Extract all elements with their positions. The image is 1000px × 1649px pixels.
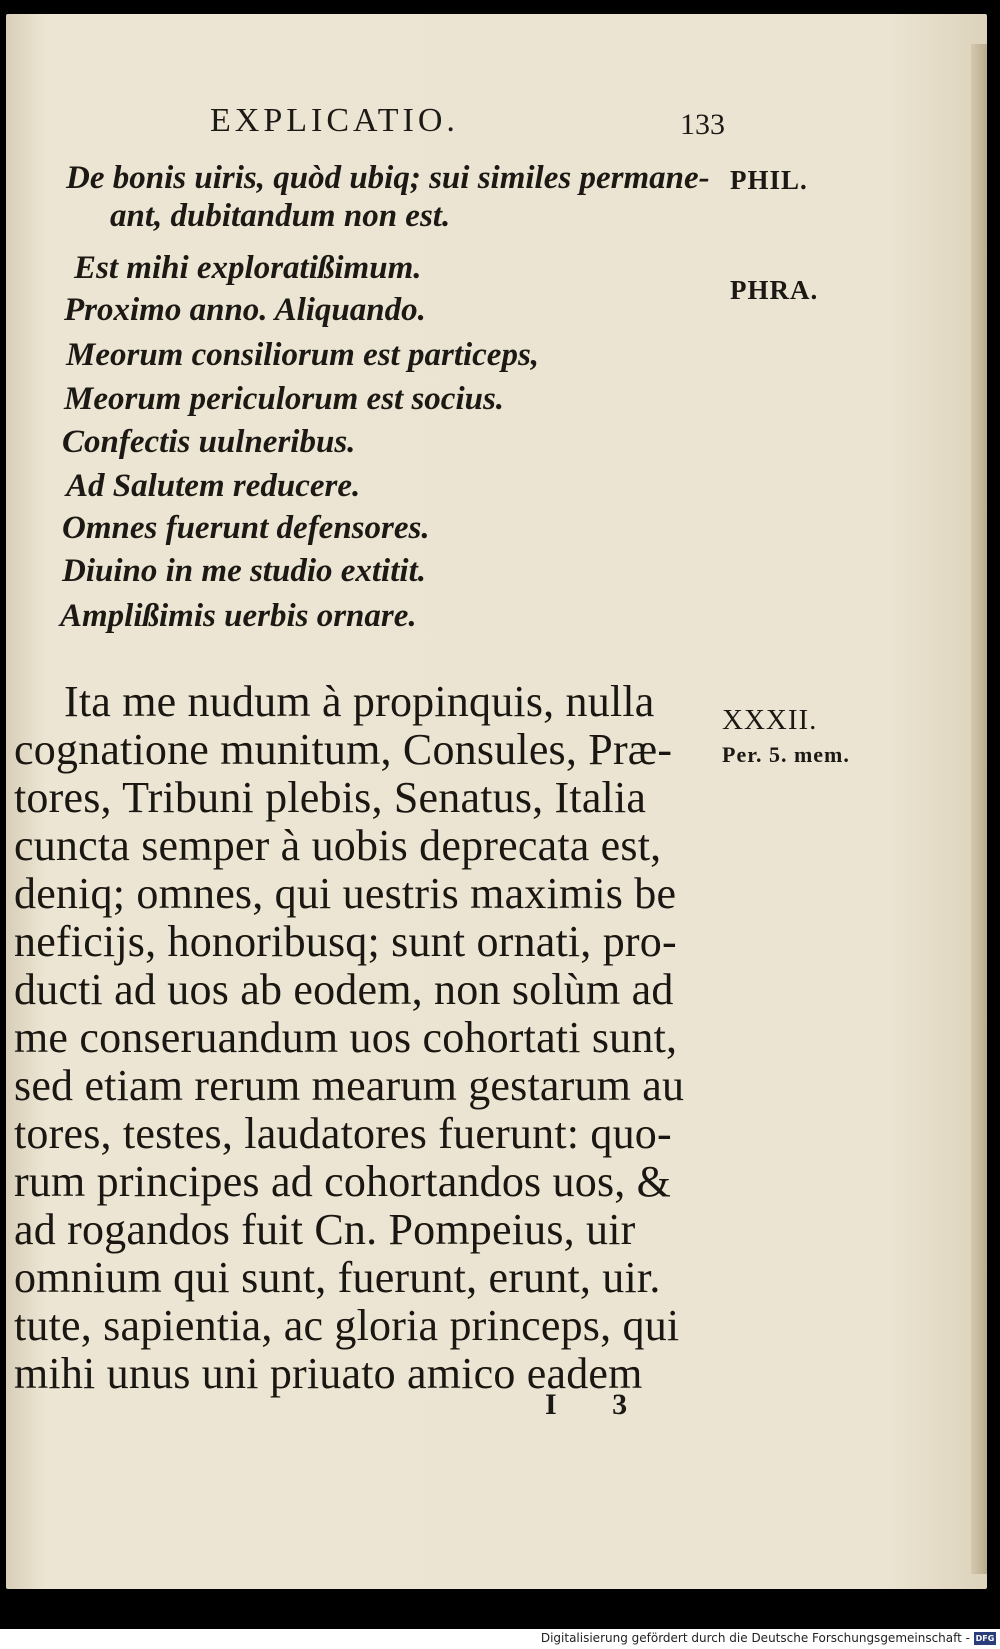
- phrase-line: Diuino in me studio extitit.: [62, 553, 426, 589]
- page-edge: [971, 44, 987, 1574]
- body-line: tores, testes, laudatores fuerunt: quo-: [14, 1109, 672, 1158]
- margin-section-number: XXXII.: [722, 704, 818, 736]
- phrase-line: Amplißimis uerbis ornare.: [60, 598, 417, 634]
- running-header: EXPLICATIO.: [210, 102, 459, 139]
- phrase-line: Confectis uulneribus.: [62, 424, 356, 460]
- footer-credit: Digitalisierung gefördert durch die Deutsche Forschungsgemeinschaft -: [540, 1631, 970, 1645]
- margin-label-phra: PHRA.: [730, 275, 819, 305]
- phrase-line: Meorum periculorum est socius.: [64, 381, 505, 417]
- phrase-line: Proximo anno. Aliquando.: [64, 292, 426, 328]
- body-line: me conseruandum uos cohortati sunt,: [14, 1013, 678, 1062]
- body-line: neficijs, honoribusq; sunt ornati, pro-: [14, 917, 677, 966]
- body-line: cuncta semper à uobis deprecata est,: [14, 821, 662, 870]
- margin-label-phil: PHIL.: [730, 165, 808, 195]
- phrase-line: Ad Salutem reducere.: [66, 468, 361, 504]
- body-line: ad rogandos fuit Cn. Pompeius, uir: [14, 1205, 636, 1254]
- body-line: tores, Tribuni plebis, Senatus, Italia: [14, 773, 647, 822]
- body-line: cognatione munitum, Consules, Præ-: [14, 725, 673, 774]
- body-line: omnium qui sunt, fuerunt, erunt, uir.: [14, 1253, 661, 1302]
- body-line: mihi unus uni priuato amico eadem: [14, 1349, 643, 1398]
- phrase-line: Omnes fuerunt defensores.: [62, 510, 430, 546]
- signature-mark: I 3: [545, 1388, 652, 1421]
- phrase-line: Meorum consiliorum est particeps,: [66, 337, 540, 373]
- body-line: deniq; omnes, qui uestris maximis be: [14, 869, 677, 918]
- phrase-line: De bonis uiris, quòd ubiq; sui similes permane-: [66, 160, 710, 196]
- body-line: tute, sapientia, ac gloria princeps, qui: [14, 1301, 680, 1350]
- page-number: 133: [680, 108, 725, 141]
- dfg-logo: DFG: [975, 1634, 995, 1643]
- margin-reference: Per. 5. mem.: [722, 742, 850, 767]
- footer-bar: [0, 1629, 1000, 1649]
- body-line: sed etiam rerum mearum gestarum au: [14, 1061, 685, 1110]
- body-line: rum principes ad cohortandos uos, &: [14, 1157, 672, 1206]
- body-line: ducti ad uos ab eodem, non solùm ad: [14, 965, 674, 1014]
- body-line: Ita me nudum à propinquis, nulla: [64, 677, 655, 726]
- phrase-line: ant, dubitandum non est.: [110, 198, 451, 234]
- phrase-line: Est mihi exploratißimum.: [74, 250, 422, 286]
